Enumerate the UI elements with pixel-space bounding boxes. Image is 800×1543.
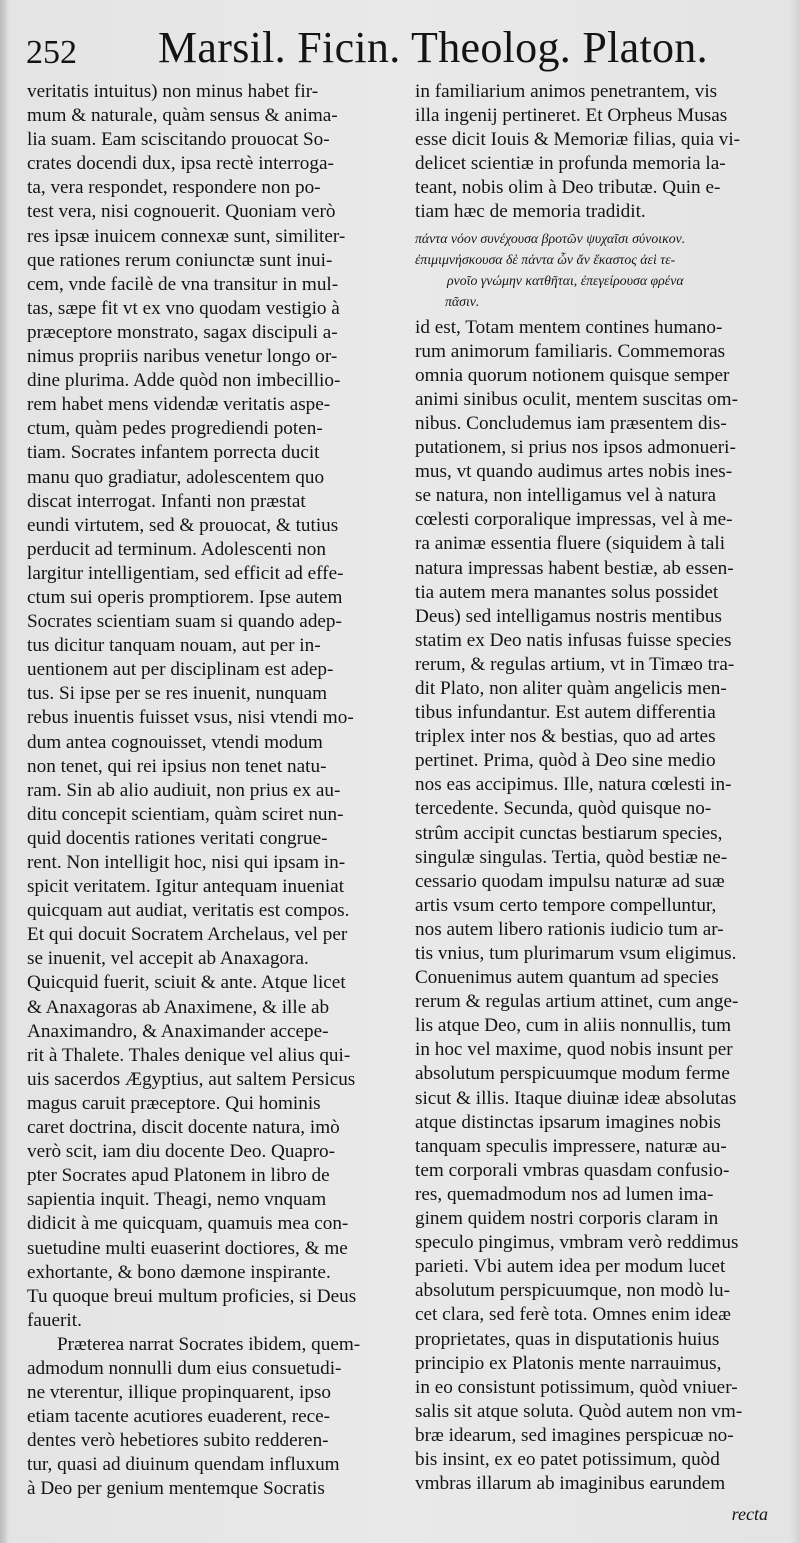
text-line: Anaximandro, & Anaximander accepe- <box>27 1020 329 1042</box>
text-line: tibus infundantur. Est autem differentia <box>415 702 716 724</box>
text-line: pter Socrates apud Platonem in libro de <box>27 1165 330 1187</box>
text-line: ra animæ essentia fluere (siquidem à tali <box>415 533 726 555</box>
text-line: didicit à me quicquam, quamuis mea con- <box>27 1213 349 1235</box>
text-line: que rationes rerum coniunctæ sunt inui- <box>27 249 333 271</box>
left-text-column <box>27 80 399 1502</box>
text-line: verò scit, iam diu docente Deo. Quapro- <box>27 1141 335 1163</box>
text-line: res, quemadmodum nos ad lumen ima- <box>415 1183 714 1205</box>
text-line: se inuenit, vel accepit ab Anaxagora. <box>27 948 309 970</box>
text-line: tas, sæpe fit vt ex vno quodam vestigio à <box>27 297 340 319</box>
text-line: rem habet mens videndæ veritatis aspe- <box>27 394 331 416</box>
text-line: parieti. Vbi autem idea per modum lucet <box>415 1256 726 1278</box>
text-line: cœlesti corporalique impressas, vel à me- <box>415 509 733 531</box>
text-line: perducit ad terminum. Adolescenti non <box>27 538 326 560</box>
text-line: discat interrogat. Infanti non præstat <box>27 490 306 512</box>
page-gutter-shadow <box>0 0 8 1543</box>
text-line: Et qui docuit Socratem Archelaus, vel per <box>27 924 348 946</box>
text-line: pertinet. Prima, quòd à Deo sine medio <box>415 750 716 772</box>
text-line: cessario quodam impulsu naturæ ad suæ <box>415 870 725 892</box>
text-line: mum & naturale, quàm sensus & anima- <box>27 105 338 127</box>
text-line: Quicquid fuerit, sciuit & ante. Atque licet <box>27 972 346 994</box>
text-line: tus. Si ipse per se res inuenit, nunquam <box>27 683 328 705</box>
text-line: bis insint, ex eo patet potissimum, quòd <box>415 1448 720 1470</box>
text-line: præceptore monstrato, sagax discipuli a- <box>27 321 338 343</box>
text-line: Socrates scientiam suam si quando adep- <box>27 611 342 633</box>
text-line: tercedente. Secunda, quòd quisque no- <box>415 798 712 820</box>
text-line: quicquam aut audiat, veritatis est compos. <box>27 900 350 922</box>
text-line: nos autem libero rationis iudicio tum ar- <box>415 918 724 940</box>
text-line: statim ex Deo natis infusas fuisse species <box>415 629 732 651</box>
text-line: ta, vera respondet, respondere non po- <box>27 177 321 199</box>
text-line: tia autem mera manantes solus possidet <box>415 581 719 603</box>
text-line: ram. Sin ab alio audiuit, non prius ex au- <box>27 779 341 801</box>
text-line: πάντα νόον συνέχουσα βροτῶν ψυχαῖσι σύνοικον. <box>415 230 686 246</box>
text-line: ctum sui operis promptiorem. Ipse autem <box>27 586 343 608</box>
text-line: caret doctrina, discit docente natura, imò <box>27 1117 340 1139</box>
text-line: crates docendi dux, ipsa rectè interroga- <box>27 153 334 175</box>
text-line: tem corporali vmbras quasdam confusio- <box>415 1159 730 1181</box>
text-line: Præterea narrat Socrates ibidem, quem- <box>57 1333 361 1355</box>
text-line: rit à Thalete. Thales denique vel alius qui- <box>27 1044 351 1066</box>
text-line: sapientia inquit. Theagi, nemo vnquam <box>27 1189 327 1211</box>
text-line: dine plurima. Adde quòd non imbecillio- <box>27 370 341 392</box>
text-line: magus caruit præceptore. Qui hominis <box>27 1092 321 1114</box>
text-line: πᾶσιν. <box>445 293 480 309</box>
catchword: recta <box>731 1504 768 1524</box>
text-line: tus dicitur tanquam nouam, aut per in- <box>27 635 321 657</box>
text-line: nos eas accipimus. Ille, natura cœlesti in- <box>415 774 732 796</box>
text-line: dit Plato, non aliter quàm angelicis men- <box>415 677 727 699</box>
text-line: artis vsum certo tempore compelluntur, <box>415 894 717 916</box>
text-line: vmbras illarum ab imaginibus earundem <box>415 1473 726 1495</box>
text-line: in hoc vel maxime, quod nobis insunt per <box>415 1039 733 1061</box>
text-line: res ipsæ inuicem connexæ sunt, similiter- <box>27 225 346 247</box>
text-line: dum antea cognouisset, vtendi modum <box>27 731 323 753</box>
greek-quotation <box>415 228 787 312</box>
text-line: ρνοῖο γνώμην κατθῆται, ἐπεγείρουσα φρένα <box>447 272 684 288</box>
text-line: sicut & illis. Itaque diuinæ ideæ absolutas <box>415 1087 737 1109</box>
text-line: salis sit atque soluta. Quòd autem non vm- <box>415 1400 743 1422</box>
text-line: etiam tacente acutiores euaderent, rece- <box>27 1406 331 1428</box>
right-text-column <box>415 80 787 1496</box>
text-line: triplex inter nos & bestias, quo ad artes <box>415 726 716 748</box>
text-line: speculo pingimus, vmbram verò reddimus <box>415 1232 739 1254</box>
text-line: lis atque Deo, cum in aliis nonnullis, tum <box>415 1015 732 1037</box>
text-line: id est, Totam mentem contines humano- <box>415 316 723 338</box>
text-line: rent. Non intelligit hoc, nisi qui ipsam in- <box>27 852 346 873</box>
text-line: bræ idearum, sed imagines perspicuæ no- <box>415 1424 734 1446</box>
text-line: absolutum perspicuumque, non modò lu- <box>415 1280 730 1302</box>
text-line: teant, nobis olim à Deo tributæ. Quin e- <box>415 177 721 199</box>
text-line: rerum & regulas artium attinet, cum ange- <box>415 991 739 1013</box>
text-line: uis sacerdos Ægyptius, aut saltem Persicus <box>27 1068 356 1090</box>
text-line: nibus. Concludemus iam præsentem dis- <box>415 412 727 434</box>
text-line: tis vnius, tum plurimarum vsum eligimus. <box>415 943 737 964</box>
right-column-top-text <box>415 80 787 225</box>
text-line: ditu concepit scientiam, quàm sciret nun- <box>27 803 344 825</box>
text-line: veritatis intuitus) non minus habet fir- <box>27 81 319 102</box>
text-line: putationem, si prius nos ipsos admonueri- <box>415 437 736 459</box>
text-line: à Deo per genium mentemque Socratis <box>27 1478 325 1500</box>
text-line: se natura, non intelligamus vel à natura <box>415 485 717 507</box>
text-line: proprietates, quas in disputationis huius <box>415 1328 720 1350</box>
text-line: natura impressas habent bestiæ, ab essen- <box>415 557 734 579</box>
text-line: test vera, nisi cognouerit. Quoniam verò <box>27 201 336 223</box>
text-line: Tu quoque breui multum proficies, si Deus <box>27 1285 357 1307</box>
text-line: nimus propriis naribus venetur longo or- <box>27 346 338 368</box>
text-line: Conuenimus autem quantum ad species <box>415 967 719 989</box>
text-line: principio ex Platonis mente narrauimus, <box>415 1352 722 1374</box>
text-line: tiam hæc de memoria tradidit. <box>415 201 646 223</box>
text-line: fauerit. <box>27 1309 82 1331</box>
text-line: tur, quasi ad diuinum quendam influxum <box>27 1454 340 1476</box>
text-line: uentionem aut per disciplinam est adep- <box>27 659 334 681</box>
text-line: Deus) sed intelligamus nostris mentibus <box>415 605 722 627</box>
text-line: singulæ singulas. Tertia, quòd bestiæ ne- <box>415 846 728 868</box>
text-line: dentes verò hebetiores subito redderen- <box>27 1430 329 1452</box>
text-line: suetudine multi euaserint doctiores, & me <box>27 1237 348 1259</box>
text-line: cem, vnde facilè de vna transitur in mul- <box>27 273 339 295</box>
text-line: mus, vt quando audimus artes nobis ines- <box>415 461 733 483</box>
text-line: rum animorum familiaris. Commemoras <box>415 340 726 362</box>
text-line: eundi virtutem, sed & prouocat, & tutius <box>27 514 339 536</box>
text-line: illa ingenij pertineret. Et Orpheus Musas <box>415 105 728 127</box>
text-line: rebus inuentis fuisset vsus, nisi vtendi mo- <box>27 707 354 729</box>
text-line: ctum, quàm pedes progrediendi poten- <box>27 418 323 440</box>
text-line: manu quo gradiatur, adolescentem quo <box>27 466 325 488</box>
text-line: animi sinibus oculit, mentem suscitas om- <box>415 388 738 410</box>
text-line: in familiarium animos penetrantem, vis <box>415 81 718 102</box>
text-line: strûm accipit cunctas bestiarum species, <box>415 822 723 844</box>
text-line: absolutum perspicuumque modum ferme <box>415 1063 730 1085</box>
text-line: spicit veritatem. Igitur antequam inueniat <box>27 876 345 898</box>
text-line: rerum, & regulas artium, vt in Timæo tra- <box>415 653 735 675</box>
text-line: quid docentis rationes veritati congrue- <box>27 827 328 849</box>
text-line: esse dicit Iouis & Memoriæ filias, quia vi- <box>415 129 741 151</box>
text-line: non tenet, qui rei ipsius non tenet natu- <box>27 755 327 777</box>
text-line: tiam. Socrates infantem porrecta ducit <box>27 442 320 464</box>
text-line: tanquam speculis impressere, naturæ au- <box>415 1135 727 1157</box>
running-title: Marsil. Ficin. Theolog. Platon. <box>158 23 708 72</box>
text-line: exhortante, & bono dæmone inspirante. <box>27 1261 331 1283</box>
text-line: delicet scientiæ in profunda memoria la- <box>415 153 726 175</box>
text-line: largitur intelligentiam, sed efficit ad effe- <box>27 562 344 584</box>
text-line: lia suam. Eam sciscitando prouocat So- <box>27 129 330 151</box>
text-line: ne vterentur, illique propinquarent, ipso <box>27 1382 332 1404</box>
text-line: in eo consistunt potissimum, quòd vniuer- <box>415 1376 738 1398</box>
text-line: ἐπιμιμνήσκουσα δὲ πάντα ὧν ἄν ἕκαστος ἀεὶ τε- <box>415 251 676 267</box>
text-line: admodum nonnulli dum eius consuetudi- <box>27 1357 342 1379</box>
page-header <box>0 18 800 80</box>
page-number: 252 <box>26 34 77 71</box>
text-line: & Anaxagoras ab Anaximene, & ille ab <box>27 996 330 1018</box>
right-column-bottom-text <box>415 316 787 1497</box>
text-line: ginem quidem nostri corporis claram in <box>415 1208 719 1230</box>
text-line: cet clara, sed ferè tota. Omnes enim ideæ <box>415 1304 731 1326</box>
text-line: omnia quorum notionem quisque semper <box>415 364 730 386</box>
text-line: atque distinctas ipsarum imagines nobis <box>415 1111 721 1133</box>
